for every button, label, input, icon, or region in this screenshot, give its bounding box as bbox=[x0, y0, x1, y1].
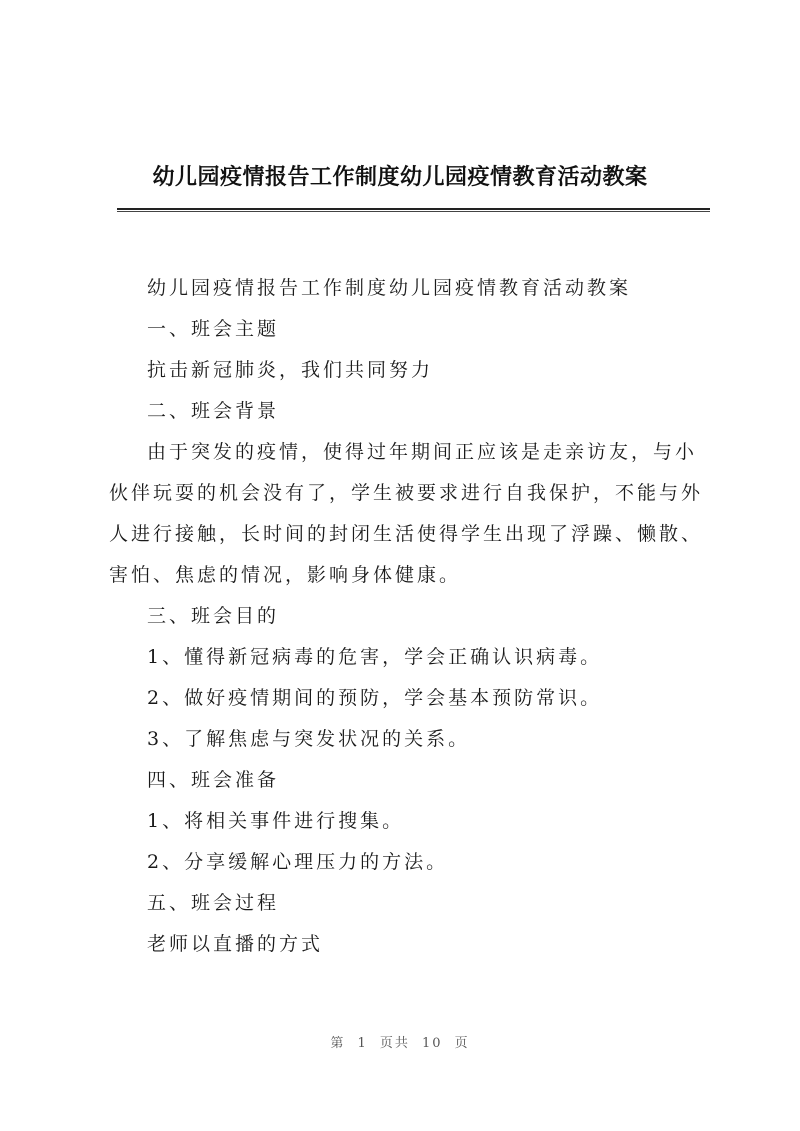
section-heading-background: 二、班会背景 bbox=[147, 400, 280, 422]
list-item-goal-1: 1、懂得新冠病毒的危害，学会正确认识病毒。 bbox=[147, 646, 603, 668]
list-item-goal-3: 3、了解焦虑与突发状况的关系。 bbox=[147, 728, 471, 750]
page-number: 第 1 页共 10 页 bbox=[330, 1036, 470, 1051]
list-item-goal-2: 2、做好疫情期间的预防，学会基本预防常识。 bbox=[147, 687, 603, 709]
section-heading-theme: 一、班会主题 bbox=[147, 318, 280, 340]
list-item-prep-1: 1、将相关事件进行搜集。 bbox=[147, 810, 405, 832]
paragraph-intro: 幼儿园疫情报告工作制度幼儿园疫情教育活动教案 bbox=[147, 277, 632, 299]
paragraph-theme: 抗击新冠肺炎，我们共同努力 bbox=[147, 359, 434, 381]
paragraph-process: 老师以直播的方式 bbox=[147, 933, 324, 955]
document-body bbox=[109, 268, 717, 965]
header-divider bbox=[117, 208, 710, 212]
document-title: 幼儿园疫情报告工作制度幼儿园疫情教育活动教案 bbox=[152, 165, 648, 190]
section-heading-process: 五、班会过程 bbox=[147, 892, 280, 914]
section-heading-preparation: 四、班会准备 bbox=[147, 769, 280, 791]
list-item-prep-2: 2、分享缓解心理压力的方法。 bbox=[147, 851, 449, 873]
paragraph-background: 由于突发的疫情，使得过年期间正应该是走亲访友，与小伙伴玩耍的机会没有了，学生被要求进行自我保护，不能与外人进行接触，长时间的封闭生活使得学生出现了浮躁、懒散、害怕、焦虑的情况，影响身体健康。 bbox=[109, 441, 704, 586]
section-heading-goals: 三、班会目的 bbox=[147, 605, 280, 627]
